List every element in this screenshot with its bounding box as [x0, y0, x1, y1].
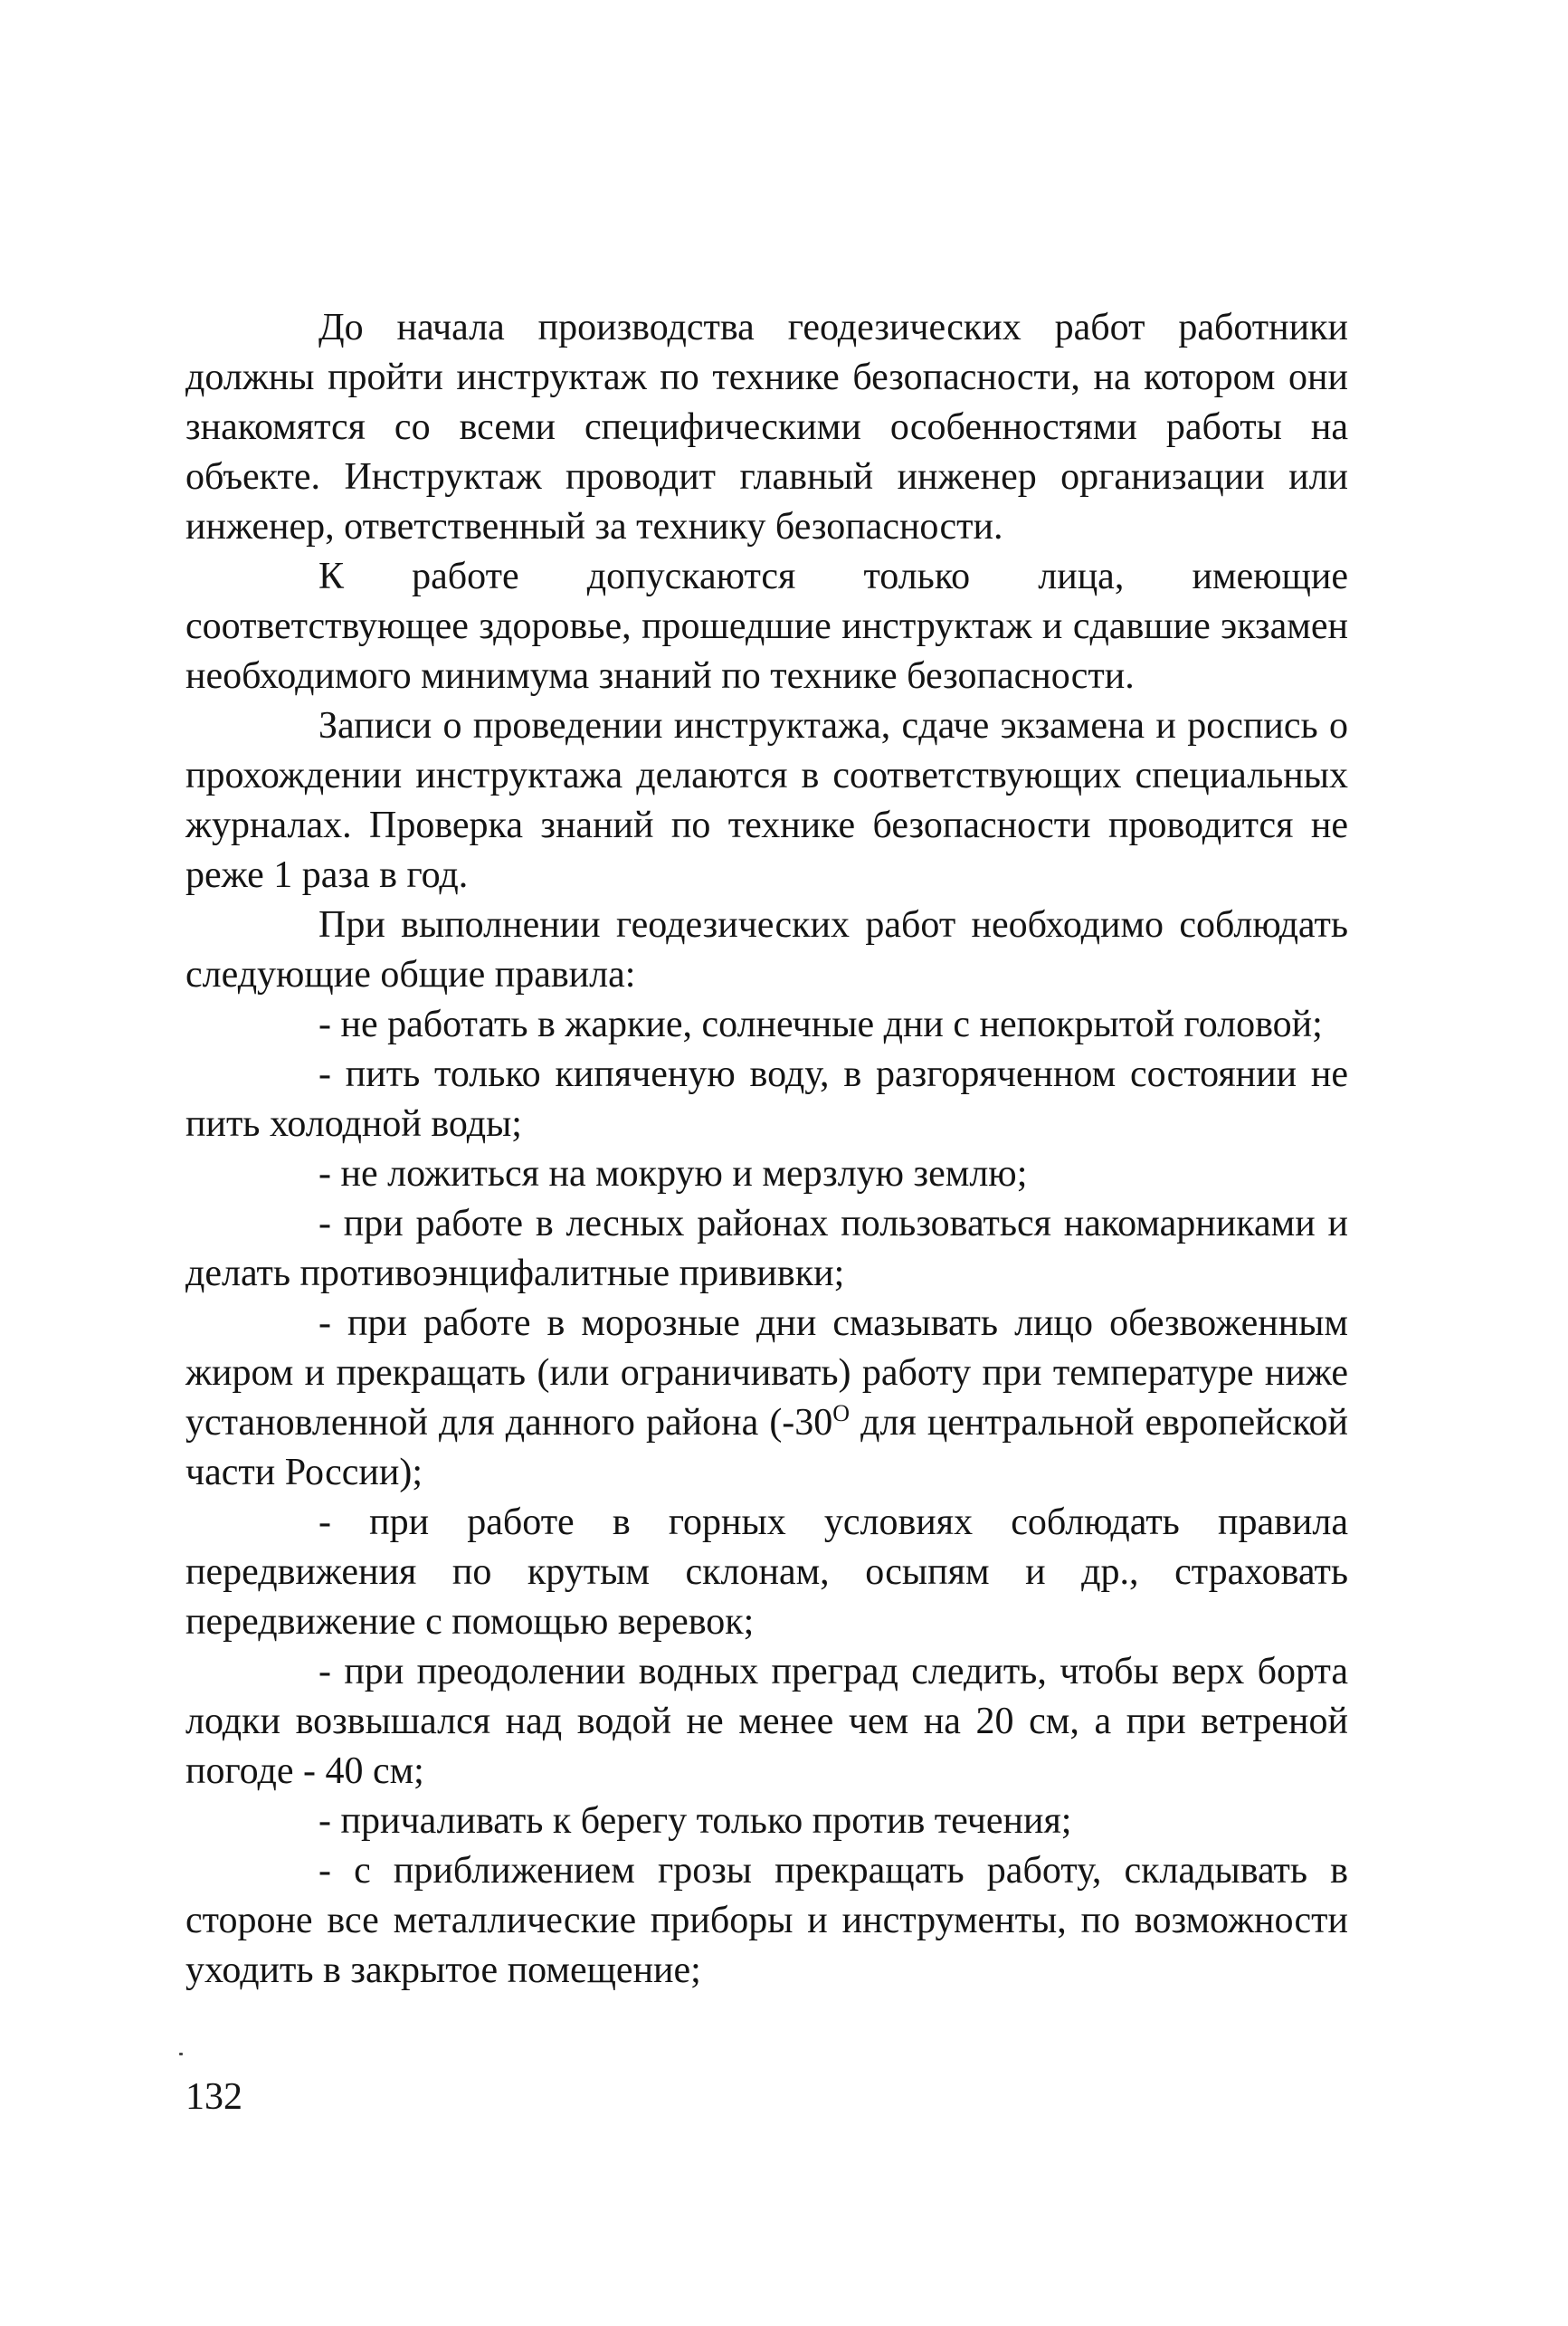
rule-item-mountains: - при работе в горных условиях соблюдать правила передвижения по крутым склонам, осыпям и др., страховать передвижение с помощью веревок;	[185, 1501, 1348, 1643]
rule-item-forest: - при работе в лесных районах пользоваться накомарниками и делать противоэнцифалитные прививки;	[185, 1203, 1348, 1294]
degree-mark: О	[832, 1400, 851, 1426]
rule-item-mooring: - причаливать к берегу только против течения;	[318, 1800, 1072, 1842]
paragraph-general-rules-intro: При выполнении геодезических работ необходимо соблюдать следующие общие правила:	[185, 904, 1348, 996]
paragraph-admission: К работе допускаются только лица, имеющие соответствующее здоровье, прошедшие инструктаж и сдавшие экзамен необходимого минимума знаний по технике безопасности.	[185, 556, 1348, 697]
scan-speck	[179, 2053, 183, 2055]
body-text	[185, 303, 1348, 1996]
paragraph-briefing: До начала производства геодезических работ работники должны пройти инструктаж по технике безопасности, на котором они знакомятся со всеми специфическими особенностями работы на объекте. Инструктаж проводит главный инженер организации или инженер, ответственный за технику безопасности.	[185, 307, 1348, 548]
rule-item-boat: - при преодолении водных преград следить, чтобы верх борта лодки возвышался над водой не менее чем на 20 см, а при ветреной погоде - 40 см;	[185, 1651, 1348, 1792]
paragraph-records: Записи о проведении инструктажа, сдаче экзамена и роспись о прохождении инструктажа делаются в соответствующих специальных журналах. Проверка знаний по технике безопасности проводится не реже 1 раза в год.	[185, 705, 1348, 896]
rule-frost-text: - при работе в морозные дни смазывать лицо обезвоженным жиром и прекращать (или ограничивать) работу при температуре ниже установленной для данного района (-30	[185, 1302, 1348, 1444]
rule-item-heat: - не работать в жаркие, солнечные дни с непокрытой головой;	[318, 1004, 1323, 1045]
rule-item-ground: - не ложиться на мокрую и мерзлую землю;	[318, 1153, 1028, 1195]
rule-item-thunderstorm: - с приближением грозы прекращать работу, складывать в стороне все металлические приборы и инструменты, по возможности уходить в закрытое помещение;	[185, 1850, 1348, 1991]
rule-item-frost	[185, 1299, 1348, 1498]
rule-frost-text-end: для центральной европейской части России);	[185, 1402, 1348, 1493]
page-number: 132	[185, 2076, 242, 2118]
rule-item-water: - пить только кипяченую воду, в разгоряченном состоянии не пить холодной воды;	[185, 1053, 1348, 1145]
